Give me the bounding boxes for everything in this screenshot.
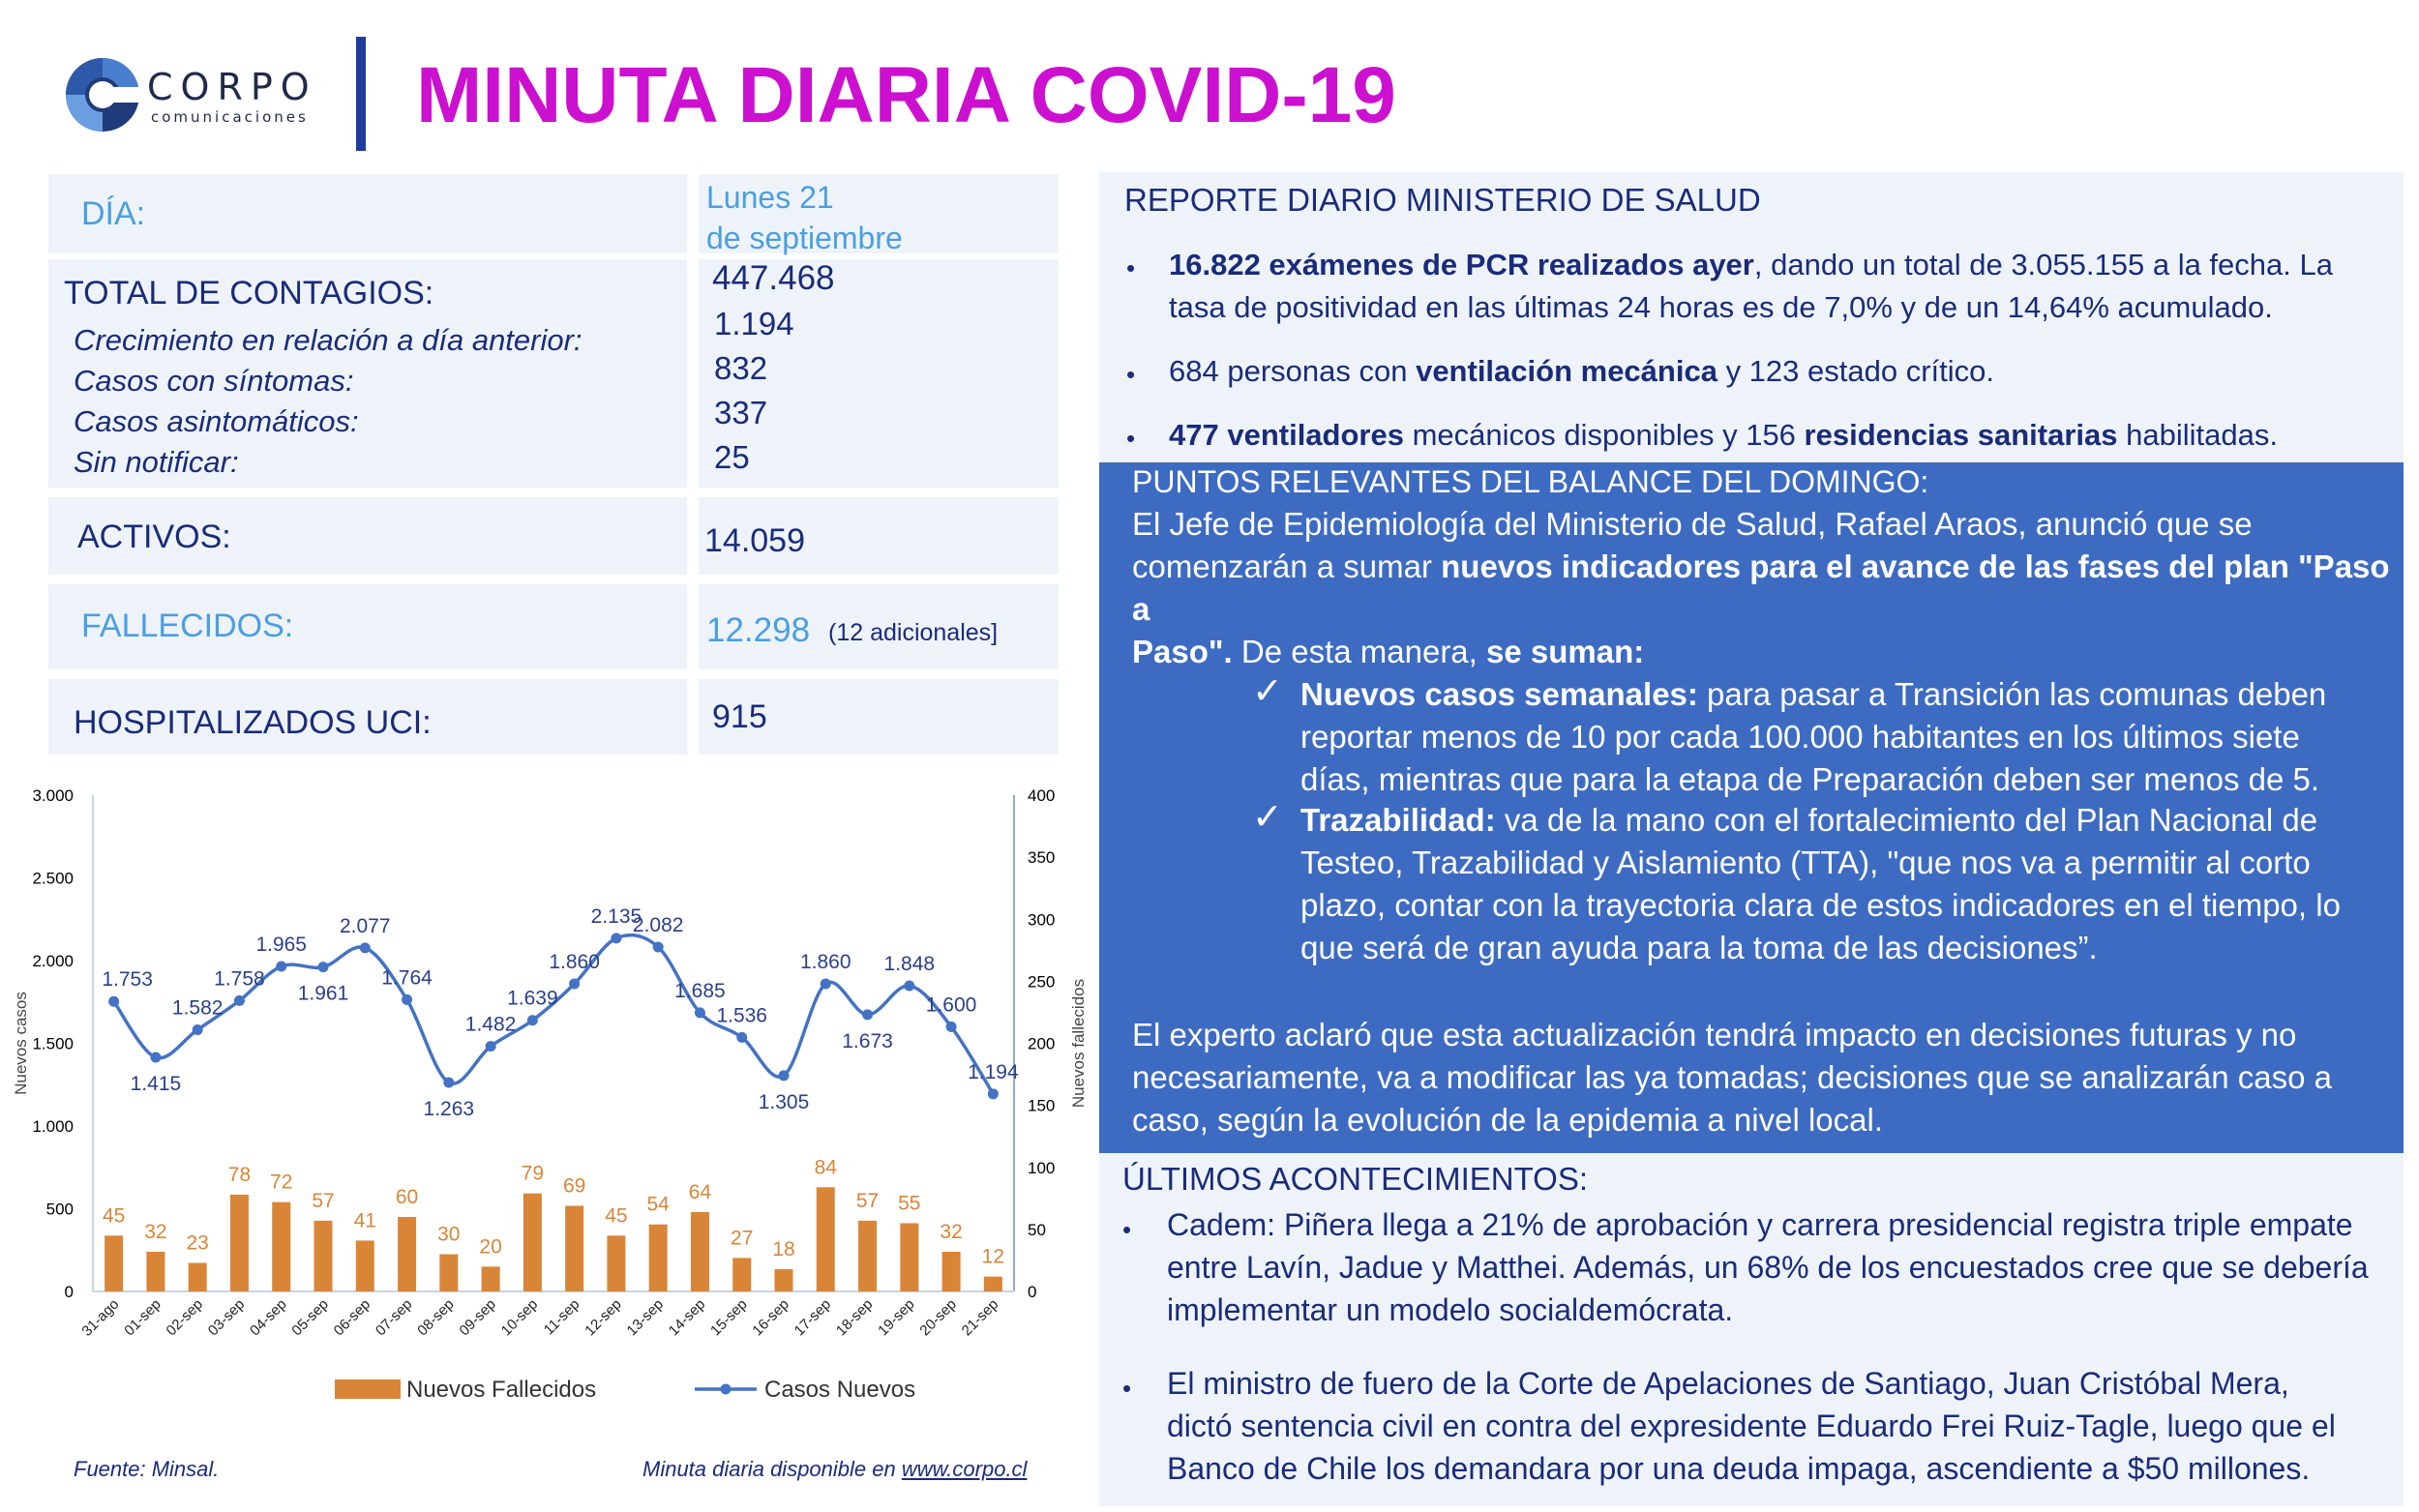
x-tick-label: 13-sep	[623, 1295, 668, 1340]
line-data-label: 1.482	[464, 1013, 517, 1036]
news-item-2	[1167, 1362, 2405, 1490]
day-label: DÍA:	[81, 195, 146, 232]
line-point-casos-nuevos	[862, 1009, 873, 1020]
line-data-label: 1.673	[842, 1029, 893, 1052]
bar-nuevos-fallecidos	[272, 1202, 290, 1291]
line-data-label: 1.764	[381, 966, 433, 990]
line-point-casos-nuevos	[821, 978, 831, 989]
bar-nuevos-fallecidos	[775, 1269, 793, 1291]
day-value-line1: Lunes 21	[706, 180, 834, 215]
line-data-label: 1.536	[716, 1004, 768, 1027]
line-data-label: 1.860	[549, 950, 600, 973]
report-heading: REPORTE DIARIO MINISTERIO DE SALUD	[1124, 182, 1761, 218]
bar-data-label: 32	[144, 1220, 167, 1243]
bar-nuevos-fallecidos	[858, 1221, 877, 1291]
p1-line1: El Jefe de Epidemiología del Ministerio de Salud, Rafael Araos, anunció que se	[1132, 506, 2253, 542]
line-data-label: 1.639	[507, 987, 558, 1010]
x-tick-label: 16-sep	[749, 1295, 792, 1340]
logo-mark-icon	[62, 54, 143, 135]
x-tick-label: 17-sep	[791, 1295, 835, 1340]
deaths-extra: (12 adicionales]	[828, 619, 999, 646]
c2-bold: Trazabilidad:	[1300, 802, 1496, 838]
page-title: MINUTA DIARIA COVID-19	[416, 51, 1396, 139]
line-data-label: 2.077	[339, 914, 391, 937]
n1-line3: implementar un modelo socialdemócrata.	[1167, 1292, 1734, 1327]
checkmark-icon: ✓	[1252, 797, 1283, 838]
ventilators-highlight: 477 ventiladores	[1169, 418, 1404, 452]
right-tick-label: 150	[1028, 1096, 1056, 1115]
asymptomatic-value: 337	[714, 395, 768, 430]
line-data-label: 1.965	[255, 933, 308, 956]
line-point-casos-nuevos	[318, 962, 329, 972]
balance-paragraph-1	[1132, 503, 2390, 673]
p2-line1: El experto aclaró que esta actualización tendrá impacto en decisiones futuras y no	[1132, 1017, 2297, 1052]
asymptomatic-label: Casos asintomáticos:	[74, 404, 359, 438]
p1-line2-pre: comenzarán a sumar	[1132, 548, 1442, 584]
x-tick-label: 12-sep	[582, 1295, 625, 1340]
line-data-label: 1.582	[171, 996, 224, 1020]
line-point-casos-nuevos	[276, 961, 286, 971]
bar-data-label: 69	[562, 1174, 586, 1198]
bar-data-label: 12	[981, 1245, 1005, 1268]
residences-rest: habilitadas.	[2117, 418, 2278, 452]
line-data-label: 1.860	[799, 950, 851, 973]
x-tick-label: 20-sep	[916, 1295, 960, 1340]
line-point-casos-nuevos	[611, 933, 621, 943]
bar-data-label: 45	[605, 1204, 628, 1228]
report-bullet-3	[1169, 414, 2278, 457]
bar-nuevos-fallecidos	[356, 1240, 374, 1291]
unnotified-label: Sin notificar:	[74, 445, 239, 479]
legend-label-casos: Casos Nuevos	[764, 1377, 916, 1403]
bar-data-label: 57	[855, 1189, 880, 1212]
n2-line2: dictó sentencia civil en contra del expresidente Eduardo Frei Ruiz-Tagle, luego que el	[1167, 1408, 2336, 1443]
bar-nuevos-fallecidos	[817, 1187, 835, 1291]
deaths-label: FALLECIDOS:	[81, 608, 294, 644]
x-tick-label: 03-sep	[204, 1295, 249, 1340]
bar-nuevos-fallecidos	[607, 1235, 625, 1291]
right-tick-label: 300	[1028, 910, 1056, 930]
line-point-casos-nuevos	[193, 1024, 203, 1035]
deaths-value: 12.298	[706, 611, 811, 649]
bar-data-label: 45	[102, 1204, 126, 1228]
bar-data-label: 84	[814, 1156, 837, 1179]
left-axis-title: Nuevos casos	[12, 992, 30, 1095]
ventilation-pre: 684 personas con	[1169, 354, 1417, 388]
bar-data-label: 54	[646, 1193, 670, 1216]
line-point-casos-nuevos	[779, 1070, 790, 1081]
report-bullet-1	[1169, 244, 2398, 329]
ventilation-rest: y 123 estado crítico.	[1717, 354, 1994, 388]
bar-nuevos-fallecidos	[314, 1221, 333, 1291]
x-tick-label: 07-sep	[372, 1295, 416, 1340]
x-tick-label: 14-sep	[665, 1295, 709, 1340]
line-point-casos-nuevos	[443, 1078, 454, 1088]
n2-line3: Banco de Chile los demandara por una deuda impaga, ascendiente a $50 millones.	[1167, 1451, 2311, 1486]
x-tick-label: 08-sep	[414, 1295, 458, 1340]
line-point-casos-nuevos	[569, 978, 580, 989]
balance-paragraph-2	[1132, 1014, 2390, 1141]
bullet-icon: •	[1126, 253, 1136, 282]
corpo-logo	[62, 54, 317, 135]
bar-nuevos-fallecidos	[565, 1206, 583, 1291]
bar-data-label: 79	[521, 1162, 545, 1185]
bar-data-label: 27	[731, 1227, 754, 1250]
line-point-casos-nuevos	[527, 1015, 538, 1025]
report-bullet-2	[1169, 350, 1994, 393]
line-point-casos-nuevos	[988, 1088, 999, 1099]
right-axis-title: Nuevos fallecidos	[1069, 978, 1088, 1109]
x-tick-label: 10-sep	[497, 1295, 542, 1340]
symptoms-label: Casos con síntomas:	[74, 364, 354, 398]
covid-chart	[0, 774, 1093, 1432]
line-data-label: 1.753	[102, 968, 153, 992]
bar-nuevos-fallecidos	[523, 1194, 542, 1291]
header-divider	[356, 37, 366, 151]
x-tick-label: 09-sep	[456, 1295, 499, 1340]
checklist-item-2	[1300, 799, 2394, 969]
source-note: Fuente: Minsal.	[74, 1457, 220, 1481]
legend-marker-casos	[721, 1384, 732, 1395]
left-tick-label: 500	[45, 1200, 74, 1219]
bar-nuevos-fallecidos	[691, 1212, 709, 1291]
p1-line2-bold: nuevos indicadores para el avance de las fases del plan "Paso a	[1132, 548, 2390, 627]
ventilators-mid: mecánicos disponibles y 156	[1403, 418, 1805, 452]
active-label: ACTIVOS:	[77, 519, 231, 555]
line-point-casos-nuevos	[904, 980, 914, 991]
availability-text: Minuta diaria disponible en	[642, 1457, 902, 1481]
bar-data-label: 18	[772, 1237, 795, 1260]
n2-line1: El ministro de fuero de la Corte de Apelaciones de Santiago, Juan Cristóbal Mera,	[1167, 1366, 2289, 1401]
unnotified-value: 25	[714, 439, 750, 475]
news-heading: ÚLTIMOS ACONTECIMIENTOS:	[1122, 1161, 1588, 1197]
bar-data-label: 32	[940, 1220, 963, 1243]
line-data-label: 1.600	[925, 993, 977, 1017]
line-data-label: 1.415	[130, 1073, 182, 1096]
c2-rest: va de la mano con el fortalecimiento del Plan Nacional de	[1495, 802, 2318, 838]
left-tick-label: 3.000	[32, 786, 74, 805]
line-data-label: 1.758	[214, 967, 265, 991]
day-value-line2: de septiembre	[706, 221, 903, 255]
bar-data-label: 41	[353, 1209, 376, 1232]
line-point-casos-nuevos	[150, 1052, 161, 1063]
bar-nuevos-fallecidos	[482, 1266, 500, 1291]
left-tick-label: 0	[64, 1283, 74, 1301]
growth-value: 1.194	[714, 306, 794, 341]
c1-rest: para pasar a Transición las comunas deben	[1697, 676, 2327, 712]
line-data-label: 2.135	[590, 904, 642, 928]
x-tick-label: 05-sep	[288, 1295, 332, 1340]
x-tick-label: 11-sep	[540, 1295, 583, 1339]
bar-nuevos-fallecidos	[105, 1235, 123, 1291]
p1-line3-bold: Paso".	[1132, 634, 1233, 669]
line-data-label: 1.685	[674, 979, 726, 1002]
x-tick-label: 19-sep	[875, 1295, 918, 1340]
line-data-label: 1.961	[297, 982, 349, 1005]
bullet-icon: •	[1122, 1215, 1132, 1244]
bar-nuevos-fallecidos	[984, 1277, 1002, 1291]
right-tick-label: 250	[1028, 972, 1056, 992]
line-data-label: 1.305	[758, 1090, 810, 1113]
bar-data-label: 23	[186, 1231, 209, 1255]
n1-line1: Cadem: Piñera llega a 21% de aprobación y carrera presidencial registra triple empate	[1167, 1207, 2353, 1242]
bar-nuevos-fallecidos	[398, 1217, 416, 1291]
p1-line3-bold2: se suman:	[1486, 634, 1645, 669]
line-point-casos-nuevos	[653, 941, 664, 952]
checkmark-icon: ✓	[1252, 671, 1283, 712]
right-tick-label: 400	[1028, 786, 1056, 805]
p2-line3: caso, según la evolución de la epidemia a nivel local.	[1132, 1102, 1883, 1138]
line-point-casos-nuevos	[360, 942, 371, 953]
right-tick-label: 200	[1028, 1034, 1056, 1053]
bar-data-label: 57	[312, 1189, 335, 1212]
bar-data-label: 60	[395, 1186, 419, 1209]
x-tick-label: 21-sep	[958, 1295, 1002, 1340]
c1-bold: Nuevos casos semanales:	[1300, 676, 1698, 712]
bar-data-label: 72	[270, 1171, 293, 1194]
bar-nuevos-fallecidos	[189, 1263, 207, 1291]
bar-nuevos-fallecidos	[439, 1255, 458, 1291]
line-point-casos-nuevos	[234, 995, 245, 1006]
p1-line3-mid: De esta manera,	[1232, 634, 1486, 669]
p2-line2: necesariamente, va a modificar las ya tomadas; decisiones que se analizarán caso a	[1132, 1059, 2333, 1095]
active-value: 14.059	[704, 522, 805, 559]
bullet-icon: •	[1122, 1374, 1132, 1403]
checklist-item-1	[1300, 673, 2394, 801]
right-tick-label: 0	[1028, 1283, 1037, 1301]
balance-heading: PUNTOS RELEVANTES DEL BALANCE DEL DOMINGO:	[1132, 464, 1929, 499]
line-point-casos-nuevos	[946, 1022, 957, 1032]
x-tick-label: 15-sep	[707, 1295, 751, 1340]
left-tick-label: 2.500	[32, 869, 74, 888]
x-tick-label: 02-sep	[163, 1295, 207, 1340]
line-point-casos-nuevos	[108, 996, 119, 1007]
bar-nuevos-fallecidos	[732, 1258, 751, 1291]
x-tick-label: 04-sep	[247, 1295, 290, 1340]
left-tick-label: 1.000	[32, 1117, 74, 1136]
bar-data-label: 55	[898, 1192, 921, 1215]
bar-data-label: 78	[227, 1163, 252, 1186]
x-tick-label: 01-sep	[121, 1295, 164, 1340]
c1-line3: días, mientras que para la etapa de Preparación deben ser menos de 5.	[1300, 761, 2320, 797]
bullet-icon: •	[1126, 424, 1136, 453]
icu-value: 915	[712, 698, 767, 735]
bar-data-label: 30	[437, 1223, 461, 1246]
bar-nuevos-fallecidos	[942, 1252, 961, 1291]
n1-line2: entre Lavín, Jadue y Matthei. Además, un 68% de los encuestados cree que se debería	[1167, 1250, 2369, 1285]
corpo-link[interactable]: www.corpo.cl	[901, 1457, 1028, 1481]
right-tick-label: 100	[1028, 1158, 1056, 1177]
growth-label: Crecimiento en relación a día anterior:	[74, 323, 582, 357]
total-label: TOTAL DE CONTAGIOS:	[64, 275, 434, 311]
c1-line2: reportar menos de 10 por cada 100.000 habitantes en los últimos siete	[1300, 719, 2300, 755]
c2-line4: que será de gran ayuda para la toma de las decisiones”.	[1300, 930, 2098, 965]
availability-note	[642, 1457, 1027, 1482]
ventilation-highlight: ventilación mecánica	[1416, 354, 1717, 388]
total-value: 447.468	[712, 259, 835, 297]
bar-data-label: 20	[479, 1235, 502, 1259]
line-data-label: 1.194	[968, 1060, 1019, 1083]
c2-line3: plazo, contar con la trayectoria clara de estos indicadores en el tiempo, lo	[1300, 887, 2341, 923]
c2-line2: Testeo, Trazabilidad y Aislamiento (TTA), "que nos va a permitir al corto	[1300, 845, 2311, 880]
bar-nuevos-fallecidos	[146, 1252, 164, 1291]
icu-label: HOSPITALIZADOS UCI:	[74, 704, 432, 741]
residences-highlight: residencias sanitarias	[1804, 418, 2118, 452]
news-item-1	[1167, 1203, 2405, 1331]
x-tick-label: 18-sep	[832, 1295, 877, 1340]
line-data-label: 2.082	[632, 913, 684, 936]
line-point-casos-nuevos	[402, 994, 412, 1005]
line-point-casos-nuevos	[736, 1032, 747, 1043]
legend-label-fallecidos: Nuevos Fallecidos	[406, 1377, 597, 1403]
symptoms-value: 832	[714, 350, 768, 386]
line-point-casos-nuevos	[695, 1007, 705, 1018]
x-tick-label: 06-sep	[330, 1295, 374, 1340]
logo-subtitle: comunicaciones	[151, 108, 309, 126]
bar-nuevos-fallecidos	[230, 1195, 249, 1291]
legend-swatch-fallecidos	[335, 1379, 401, 1399]
bullet-icon: •	[1126, 360, 1136, 389]
x-tick-label: 31-ago	[78, 1295, 123, 1340]
pcr-rest: , dando un total de 3.055.155 a la fecha. La	[1753, 248, 2333, 282]
bar-data-label: 64	[688, 1180, 712, 1203]
line-data-label: 1.848	[883, 952, 936, 975]
left-tick-label: 2.000	[32, 952, 74, 970]
logo-name: CORPO	[147, 66, 317, 108]
right-tick-label: 50	[1028, 1220, 1046, 1239]
line-point-casos-nuevos	[486, 1041, 496, 1052]
bar-nuevos-fallecidos	[900, 1223, 918, 1291]
pcr-highlight: 16.822 exámenes de PCR realizados ayer	[1169, 248, 1754, 282]
positivity-text: tasa de positividad en las últimas 24 horas es de 7,0% y de un 14,64% acumulado.	[1169, 290, 2273, 324]
right-tick-label: 350	[1028, 848, 1056, 868]
left-tick-label: 1.500	[32, 1034, 74, 1053]
line-data-label: 1.263	[423, 1098, 475, 1121]
bar-nuevos-fallecidos	[649, 1225, 668, 1291]
